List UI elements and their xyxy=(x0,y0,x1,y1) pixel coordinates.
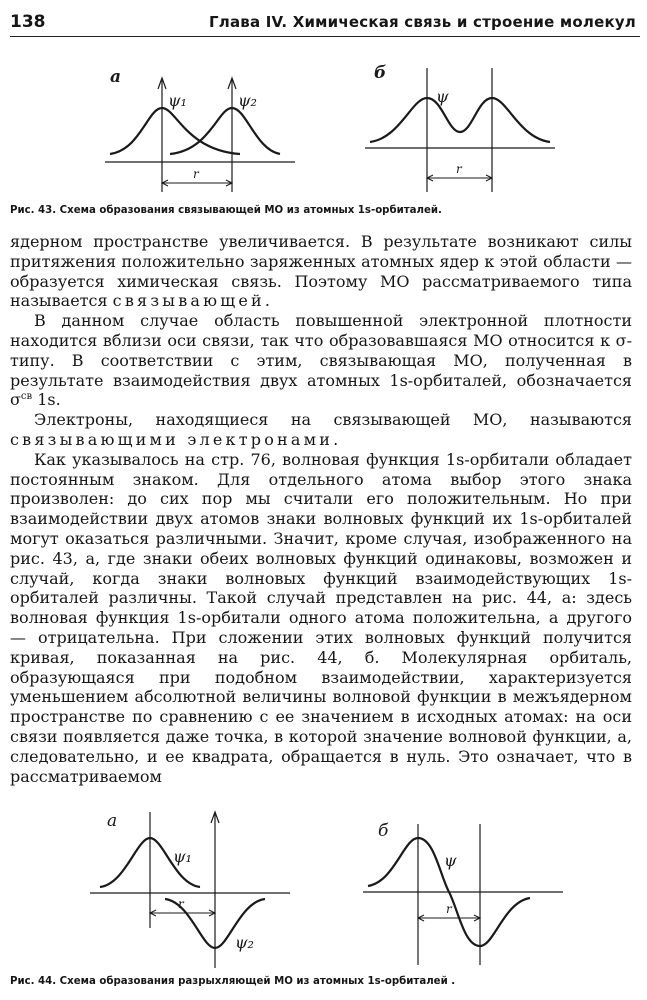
panel-label: а xyxy=(110,67,122,87)
figure-44-panel-b xyxy=(358,820,573,970)
distance-label: r xyxy=(193,167,199,181)
paragraph: ядерном пространстве увеличивается. В результате возникают силы притяжения положительно заряженных атомных ядер к этой области — образуется химическая связь. Поэтому МО рассматриваемого типа называется связывающей. xyxy=(10,232,632,311)
paragraph: В данном случае область повышенной электронной плотности находится вблизи оси связи, так что образовавшаяся МО относится к σ-типу. В соответствии с этим, связывающая МО, полученная в результате взаимодействия двух атомных 1s-орбиталей, обозначается $\sigma^{св}$ 1s. xyxy=(10,311,632,410)
figure-43-caption: Рис. 43. Схема образования связывающей МО из атомных 1s-орбиталей. xyxy=(10,205,442,216)
panel-label: б xyxy=(378,821,389,841)
psi-label: ψ xyxy=(436,87,449,106)
distance-label: r xyxy=(456,162,462,176)
psi2-label: ψ₂ xyxy=(235,933,254,952)
paragraph: Как указывалось на стр. 76, волновая функция 1s-орбитали обладает постоянным знаком. Для отдельного атома выбор этого знака произволен: до сих пор мы считали его положительным. Но при взаимодействии двух атомов знаки волновых функций их 1s-орбиталей могут оказаться различными. Значит, кроме случая, изображенного на рис. 43, а, где знаки обеих волновых функций одинаковы, возможен и случай, когда знаки волновых функций взаимодействующих 1s-орбиталей различны. Такой случай представлен на рис. 44, а: здесь волновая функция 1s-орбитали одного атома положительна, а другого — отрицательна. При сложении этих волновых функций получится кривая, показанная на рис. 44, б. Молекулярная орбиталь, образующаяся при подобном взаимодействии, характеризуется уменьшением абсолютной величины волновой функции в межъядерном пространстве по сравнению с ее значением в исходных атомах: на оси связи появляется даже точка, в которой значение волновой функции, а, следовательно, и ее квадрата, обращается в нуль. Это означает, что в рассматриваемом xyxy=(10,449,632,786)
distance-label: r xyxy=(178,897,184,911)
paragraph: Электроны, находящиеся на связывающей МО, называются связывающими электронами. xyxy=(10,410,632,449)
psi-curve xyxy=(370,98,550,142)
figure-43-panel-a xyxy=(100,62,300,194)
distance-label: r xyxy=(446,902,452,916)
panel-label: а xyxy=(107,811,118,831)
page-header xyxy=(10,8,640,37)
figure-44-panel-a xyxy=(85,808,300,973)
psi2-label: ψ₂ xyxy=(238,91,257,110)
body-text xyxy=(10,232,632,786)
figure-44-caption: Рис. 44. Схема образования разрыхляющей МО из атомных 1s-орбиталей . xyxy=(10,976,456,987)
figure-43-panel-b xyxy=(360,62,560,194)
psi1-label: ψ₁ xyxy=(168,91,187,110)
term-bonding-electrons: связывающими электронами xyxy=(10,429,334,449)
term-bonding: связывающей xyxy=(112,291,265,311)
panel-label: б xyxy=(374,63,387,83)
psi-label: ψ xyxy=(444,851,457,870)
page-number: 138 xyxy=(10,12,46,32)
chapter-title: Глава IV. Химическая связь и строение молекул xyxy=(209,13,636,31)
psi1-label: ψ₁ xyxy=(173,847,192,866)
